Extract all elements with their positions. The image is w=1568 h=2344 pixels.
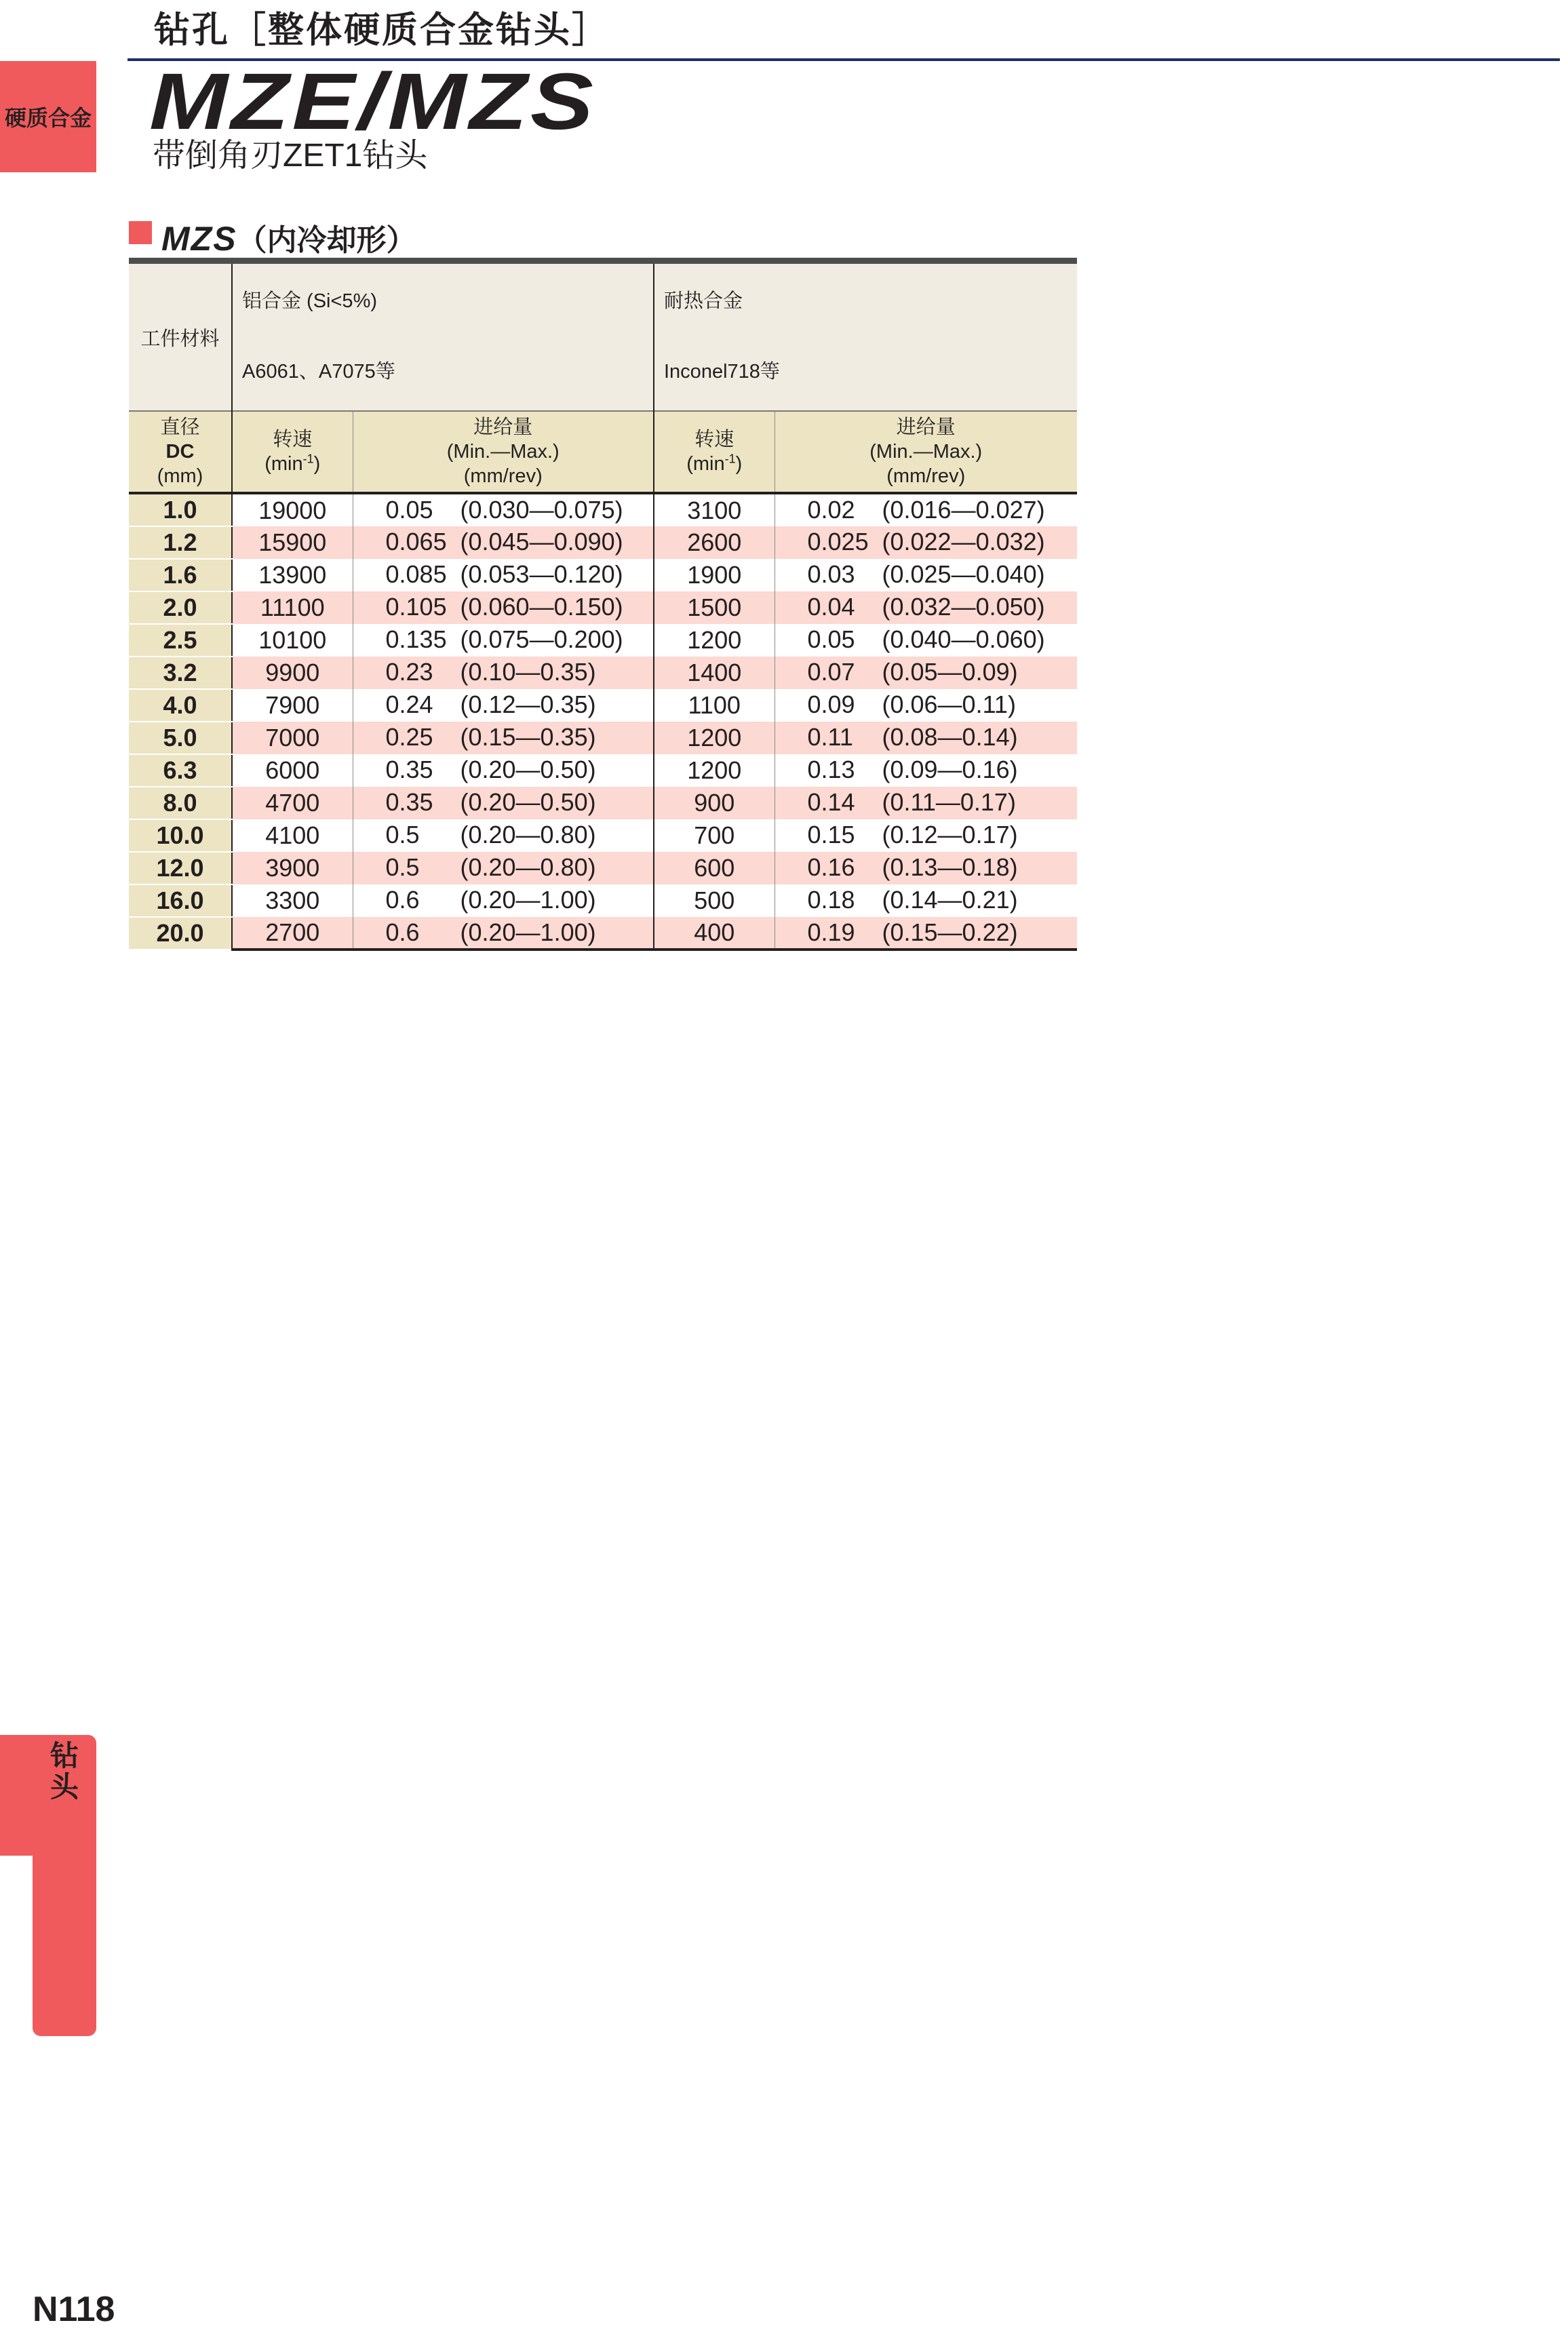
feed-value: 0.5 — [385, 821, 420, 848]
cell-feed-heat-resistant — [775, 917, 1077, 950]
feed-value: 0.24 — [385, 690, 433, 718]
table-row — [129, 852, 1077, 884]
feed-range: (0.045—0.090) — [460, 528, 623, 555]
feed-value: 0.14 — [807, 788, 855, 816]
cell-diameter: 20.0 — [129, 917, 232, 950]
cell-feed-aluminum — [353, 591, 654, 624]
feed-value: 0.065 — [385, 528, 447, 555]
header-speed-line2: $(\min^{-1})$ — [686, 452, 743, 475]
cell-speed-aluminum: 13900 — [232, 559, 353, 591]
header-diameter — [129, 411, 232, 493]
cell-speed-heat-resistant: 1900 — [654, 559, 775, 591]
feed-range: (0.20—0.50) — [460, 788, 596, 816]
material-heat-resistant-cell — [654, 264, 1077, 411]
feed-value: 0.135 — [385, 625, 447, 653]
feed-value: 0.11 — [807, 723, 853, 751]
material-aluminum-grades: A6061、A7075等 — [242, 361, 395, 383]
cell-feed-heat-resistant — [775, 591, 1077, 624]
feed-value: 0.02 — [807, 496, 855, 524]
cell-feed-heat-resistant — [775, 493, 1077, 526]
header-speed-aluminum — [232, 411, 353, 493]
cell-speed-heat-resistant: 400 — [654, 917, 775, 950]
material-label: 工件材料 — [140, 328, 220, 350]
cell-feed-aluminum — [353, 852, 654, 884]
cell-speed-aluminum: 10100 — [232, 624, 353, 657]
header-feed-line2: (Min.—Max.) — [446, 441, 560, 463]
cell-diameter: 12.0 — [129, 852, 232, 884]
cell-speed-heat-resistant: 700 — [654, 819, 775, 852]
feed-range: (0.20—0.80) — [460, 853, 596, 881]
feed-value: 0.6 — [385, 886, 420, 914]
cell-feed-heat-resistant — [775, 754, 1077, 787]
feed-range: (0.14—0.21) — [882, 886, 1018, 914]
cell-feed-heat-resistant — [775, 787, 1077, 819]
header-feed-line2: (Min.—Max.) — [869, 441, 983, 463]
table-row — [129, 657, 1077, 689]
header-feed-aluminum — [353, 411, 654, 493]
cell-feed-aluminum — [353, 917, 654, 950]
page-category-header: 钻孔［整体硬质合金钻头］ — [154, 10, 610, 50]
cell-diameter: 1.0 — [129, 493, 232, 526]
table-row — [129, 526, 1077, 559]
header-feed-line3: (mm/rev) — [463, 465, 543, 487]
cell-speed-heat-resistant: 1400 — [654, 657, 775, 689]
feed-range: (0.12—0.17) — [882, 821, 1018, 848]
side-tab-drills-extension — [33, 1852, 96, 2036]
table-row — [129, 754, 1077, 787]
cell-speed-aluminum: 4700 — [232, 787, 353, 819]
header-diameter-line1: 直径 — [160, 416, 200, 438]
cell-diameter: 5.0 — [129, 722, 232, 754]
cell-feed-aluminum — [353, 722, 654, 754]
cell-feed-aluminum — [353, 689, 654, 722]
cell-feed-heat-resistant — [775, 526, 1077, 559]
feed-range: (0.20—0.80) — [460, 821, 596, 848]
header-diameter-line2: DC — [165, 441, 195, 463]
cell-feed-aluminum — [353, 787, 654, 819]
feed-range: (0.20—1.00) — [460, 886, 596, 914]
cell-feed-heat-resistant — [775, 657, 1077, 689]
cell-feed-heat-resistant — [775, 852, 1077, 884]
cell-speed-heat-resistant: 500 — [654, 884, 775, 917]
feed-value: 0.05 — [807, 625, 855, 653]
feed-value: 0.03 — [807, 560, 855, 588]
feed-range: (0.08—0.14) — [882, 723, 1018, 751]
section-title — [161, 216, 416, 259]
cell-feed-heat-resistant — [775, 624, 1077, 657]
cell-diameter: 16.0 — [129, 884, 232, 917]
section-marker-square — [129, 221, 152, 244]
cell-diameter: 4.0 — [129, 689, 232, 722]
side-tab-drills-label: 钻头 — [50, 1740, 79, 1803]
feed-range: (0.030—0.075) — [460, 496, 623, 524]
table-row — [129, 689, 1077, 722]
feed-value: 0.16 — [807, 853, 855, 881]
header-feed-line3: (mm/rev) — [886, 465, 966, 487]
header-speed-line1: 转速 — [694, 429, 734, 450]
header-feed-heat-resistant — [775, 411, 1077, 493]
cell-speed-aluminum: 4100 — [232, 819, 353, 852]
table-top-rule — [129, 258, 1077, 264]
cell-speed-aluminum: 15900 — [232, 526, 353, 559]
section-title-suffix: （内冷却形） — [237, 224, 416, 257]
header-feed-line1: 进给量 — [473, 416, 533, 438]
feed-range: (0.20—0.50) — [460, 756, 596, 783]
cell-speed-heat-resistant: 1100 — [654, 689, 775, 722]
feed-range: (0.06—0.11) — [882, 690, 1016, 718]
feed-range: (0.12—0.35) — [460, 690, 596, 718]
material-label-cell — [129, 264, 232, 411]
cell-speed-aluminum: 7000 — [232, 722, 353, 754]
cell-diameter: 2.5 — [129, 624, 232, 657]
feed-value: 0.35 — [385, 788, 433, 816]
cell-speed-aluminum: 3300 — [232, 884, 353, 917]
cell-speed-heat-resistant: 1200 — [654, 722, 775, 754]
feed-value: 0.05 — [385, 496, 433, 524]
feed-range: (0.11—0.17) — [882, 788, 1016, 816]
cell-diameter: 1.6 — [129, 559, 232, 591]
feed-range: (0.025—0.040) — [882, 560, 1045, 588]
table-row — [129, 493, 1077, 526]
side-tab-carbide-label: 硬质合金 — [4, 106, 92, 130]
cell-diameter: 10.0 — [129, 819, 232, 852]
table-body — [129, 493, 1077, 950]
feed-value: 0.09 — [807, 690, 855, 718]
cell-diameter: 2.0 — [129, 591, 232, 624]
cell-speed-aluminum: 11100 — [232, 591, 353, 624]
cell-feed-aluminum — [353, 624, 654, 657]
feed-range: (0.10—0.35) — [460, 658, 596, 686]
table-row — [129, 917, 1077, 950]
feed-value: 0.18 — [807, 886, 855, 914]
feed-value: 0.35 — [385, 756, 433, 783]
side-tab-carbide[interactable] — [0, 61, 96, 172]
cell-speed-aluminum: 6000 — [232, 754, 353, 787]
cell-speed-heat-resistant: 900 — [654, 787, 775, 819]
cell-feed-aluminum — [353, 559, 654, 591]
cell-feed-aluminum — [353, 526, 654, 559]
cell-feed-heat-resistant — [775, 559, 1077, 591]
feed-value: 0.13 — [807, 756, 855, 783]
feed-value: 0.085 — [385, 560, 447, 588]
cell-speed-aluminum: 19000 — [232, 493, 353, 526]
table-row — [129, 722, 1077, 754]
feed-range: (0.040—0.060) — [882, 625, 1045, 653]
header-speed-heat-resistant — [654, 411, 775, 493]
cell-diameter: 3.2 — [129, 657, 232, 689]
cell-feed-aluminum — [353, 493, 654, 526]
cell-speed-heat-resistant: 1200 — [654, 624, 775, 657]
table-row — [129, 559, 1077, 591]
material-row — [129, 264, 1077, 411]
feed-value: 0.15 — [807, 821, 855, 848]
feed-range: (0.20—1.00) — [460, 918, 596, 946]
cell-speed-aluminum: 2700 — [232, 917, 353, 950]
feed-value: 0.23 — [385, 658, 433, 686]
feed-range: (0.15—0.22) — [882, 918, 1018, 946]
cell-diameter: 1.2 — [129, 526, 232, 559]
feed-range: (0.022—0.032) — [882, 528, 1045, 555]
feed-range: (0.13—0.18) — [882, 853, 1018, 881]
cell-feed-aluminum — [353, 884, 654, 917]
cell-feed-heat-resistant — [775, 819, 1077, 852]
feed-value: 0.105 — [385, 593, 447, 621]
table-row — [129, 591, 1077, 624]
feed-range: (0.060—0.150) — [460, 593, 623, 621]
cell-speed-aluminum: 3900 — [232, 852, 353, 884]
cell-feed-aluminum — [353, 819, 654, 852]
material-heat-resistant-grades: Inconel718等 — [664, 361, 780, 383]
table-row — [129, 787, 1077, 819]
page-number: N118 — [33, 2290, 115, 2329]
cell-speed-heat-resistant: 600 — [654, 852, 775, 884]
cell-feed-heat-resistant — [775, 884, 1077, 917]
cell-feed-heat-resistant — [775, 722, 1077, 754]
cell-speed-heat-resistant: 3100 — [654, 493, 775, 526]
cell-feed-aluminum — [353, 754, 654, 787]
section-title-model: MZS — [161, 220, 237, 258]
cell-diameter: 8.0 — [129, 787, 232, 819]
feed-value: 0.04 — [807, 593, 855, 621]
cutting-conditions-table — [129, 258, 1077, 951]
feed-value: 0.25 — [385, 723, 433, 751]
header-speed-line1: 转速 — [273, 429, 313, 450]
feed-value: 0.6 — [385, 918, 420, 946]
feed-value: 0.19 — [807, 918, 855, 946]
cell-speed-aluminum: 9900 — [232, 657, 353, 689]
material-heat-resistant-name: 耐热合金 — [664, 290, 743, 312]
table-row — [129, 624, 1077, 657]
cutting-table — [129, 264, 1077, 951]
feed-range: (0.15—0.35) — [460, 723, 596, 751]
feed-range: (0.075—0.200) — [460, 625, 623, 653]
column-header-row — [129, 411, 1077, 493]
material-aluminum-cell — [232, 264, 654, 411]
feed-value: 0.07 — [807, 658, 855, 686]
cell-speed-heat-resistant: 2600 — [654, 526, 775, 559]
product-subtitle: 带倒角刃ZET1钻头 — [153, 138, 428, 174]
feed-value: 0.5 — [385, 853, 420, 881]
feed-range: (0.05—0.09) — [882, 658, 1018, 686]
cell-speed-heat-resistant: 1500 — [654, 591, 775, 624]
header-speed-line2: $(\min^{-1})$ — [264, 452, 321, 475]
feed-range: (0.032—0.050) — [882, 593, 1045, 621]
feed-range: (0.053—0.120) — [460, 560, 623, 588]
cell-diameter: 6.3 — [129, 754, 232, 787]
feed-range: (0.016—0.027) — [882, 496, 1045, 524]
cell-speed-aluminum: 7900 — [232, 689, 353, 722]
feed-value: 0.025 — [807, 528, 869, 555]
feed-range: (0.09—0.16) — [882, 756, 1018, 783]
material-aluminum-name: 铝合金 (Si<5%) — [242, 290, 378, 312]
cell-feed-heat-resistant — [775, 689, 1077, 722]
product-title: MZE/MZS — [149, 57, 597, 146]
cell-speed-heat-resistant: 1200 — [654, 754, 775, 787]
table-row — [129, 819, 1077, 852]
header-feed-line1: 进给量 — [896, 416, 956, 438]
cell-feed-aluminum — [353, 657, 654, 689]
table-row — [129, 884, 1077, 917]
header-diameter-line3: (mm) — [157, 465, 203, 487]
